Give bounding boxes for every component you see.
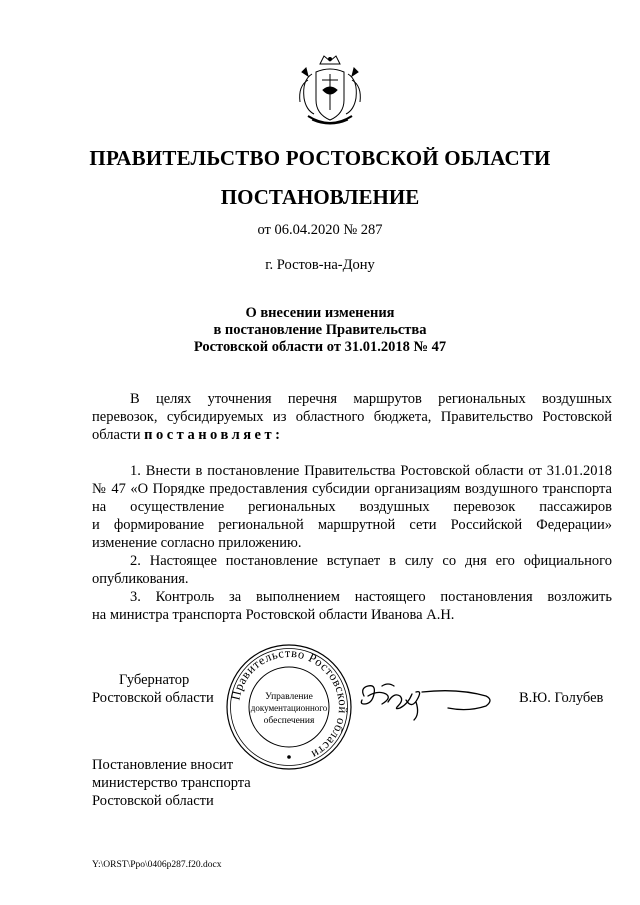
item-1-line-2: № 47 «О Порядке предоставления субсидии организациям воздушного транспорта bbox=[92, 481, 612, 497]
preamble-line-3 bbox=[92, 426, 612, 444]
introducer-line-1: Постановление вносит bbox=[92, 757, 234, 773]
stamp-ring-text: Правительство Ростовской области bbox=[228, 645, 351, 762]
coat-of-arms-emblem bbox=[290, 50, 370, 132]
item-2-line-2: опубликования. bbox=[92, 571, 189, 587]
subject-line-1: О внесении изменения bbox=[245, 305, 395, 321]
signatory-position-line-1: Губернатор bbox=[119, 672, 190, 688]
stamp-inner-line-1: Управление bbox=[265, 692, 313, 702]
item-1-line-4: и формирование региональной маршрутной сети Российской Федерации» bbox=[92, 517, 612, 533]
item-1-line-3: на осуществление региональных воздушных перевозок пассажиров bbox=[92, 499, 612, 515]
subject-line-3: Ростовской области от 31.01.2018 № 47 bbox=[193, 339, 447, 355]
stamp-inner-line-2: документационного bbox=[250, 703, 328, 713]
preamble-line-1: В целях уточнения перечня маршрутов региональных воздушных bbox=[130, 391, 612, 407]
preamble-line-2: перевозок, субсидируемых из областного бюджета, Правительство Ростовской bbox=[92, 409, 612, 425]
subject-line-2: в постановление Правительства bbox=[213, 322, 427, 338]
document-city: г. Ростов-на-Дону bbox=[265, 257, 375, 273]
item-2-line-1: 2. Настоящее постановление вступает в силу со дня его официального bbox=[130, 553, 612, 569]
official-round-stamp bbox=[225, 643, 353, 771]
item-3-line-1: 3. Контроль за выполнением настоящего постановления возложить bbox=[130, 589, 612, 605]
footer-file-path: Y:\ORST\Ppo\0406p287.f20.docx bbox=[92, 860, 222, 870]
item-1-line-5: изменение согласно приложению. bbox=[92, 535, 302, 551]
document-date-number: от 06.04.2020 № 287 bbox=[257, 222, 383, 238]
decree-word: постановляет: bbox=[144, 427, 284, 443]
introducer-line-2: министерство транспорта bbox=[92, 775, 251, 791]
handwritten-signature bbox=[358, 674, 498, 724]
stamp-inner-line-3: обеспечения bbox=[263, 716, 315, 726]
government-title: ПРАВИТЕЛЬСТВО РОСТОВСКОЙ ОБЛАСТИ bbox=[89, 146, 551, 170]
item-3-line-2: на министра транспорта Ростовской области Иванова А.Н. bbox=[92, 607, 455, 623]
item-1-line-1: 1. Внести в постановление Правительства Ростовской области от 31.01.2018 bbox=[130, 463, 612, 479]
preamble-region-word: области bbox=[92, 427, 145, 443]
signatory-name: В.Ю. Голубев bbox=[519, 690, 604, 706]
document-type-title: ПОСТАНОВЛЕНИЕ bbox=[220, 185, 420, 209]
introducer-line-3: Ростовской области bbox=[92, 793, 214, 809]
signatory-position-line-2: Ростовской области bbox=[92, 690, 214, 706]
